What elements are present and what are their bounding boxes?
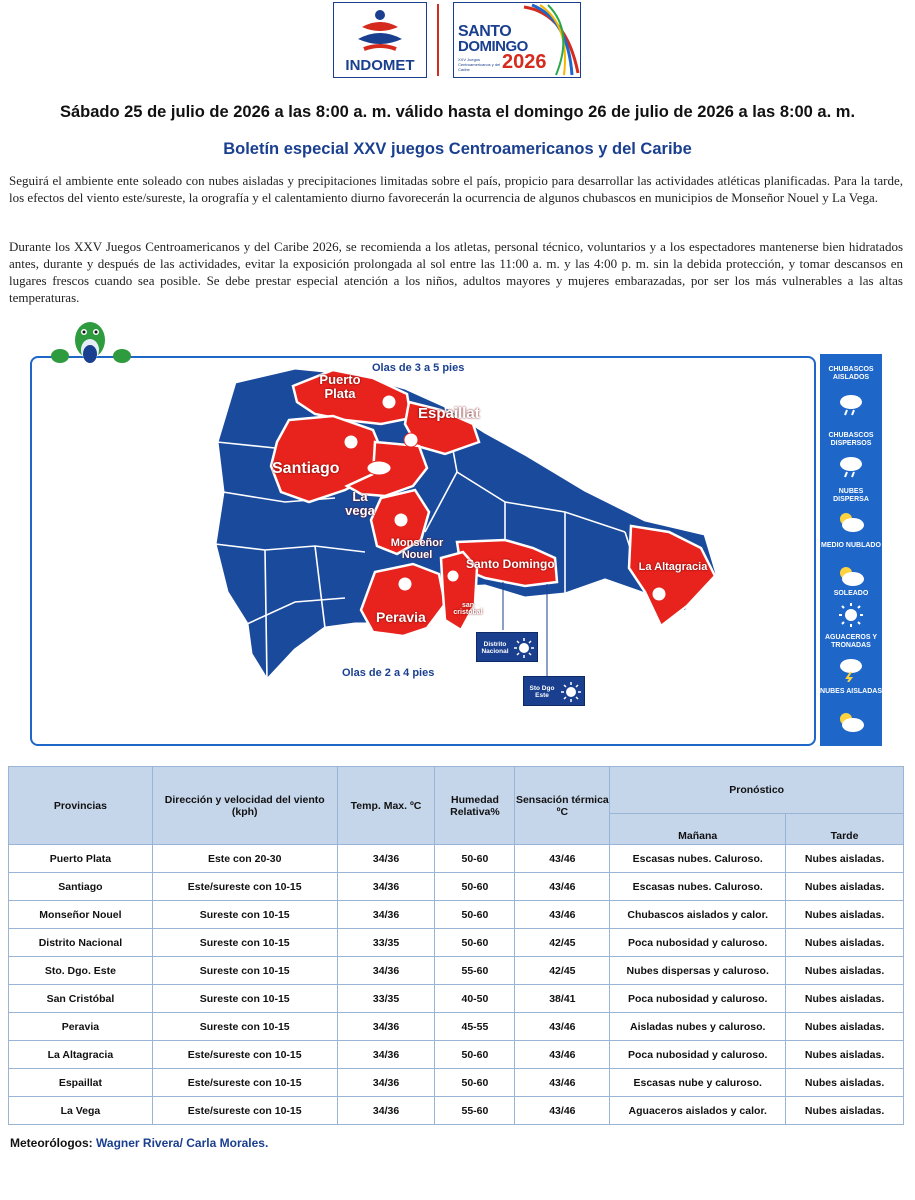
cell-afternoon: Nubes aisladas.	[786, 1097, 904, 1125]
cell-sensation: 43/46	[515, 1097, 610, 1125]
cell-sensation: 42/45	[515, 957, 610, 985]
cell-humidity: 50-60	[435, 929, 515, 957]
sun-icon	[447, 570, 459, 582]
cell-temp: 34/36	[337, 873, 435, 901]
cell-afternoon: Nubes aisladas.	[786, 929, 904, 957]
sun-icon	[560, 681, 582, 703]
cell-sensation: 43/46	[515, 1069, 610, 1097]
cell-sensation: 43/46	[515, 845, 610, 873]
cell-afternoon: Nubes aisladas.	[786, 985, 904, 1013]
cell-wind: Sureste con 10-15	[152, 985, 337, 1013]
cell-morning: Escasas nubes. Caluroso.	[610, 845, 786, 873]
cell-morning: Escasas nube y caluroso.	[610, 1069, 786, 1097]
cell-humidity: 55-60	[435, 1097, 515, 1125]
cloud-sun-icon	[837, 710, 865, 734]
forecast-table	[8, 766, 904, 1125]
cell-morning: Aisladas nubes y caluroso.	[610, 1013, 786, 1041]
cell-temp: 34/36	[337, 845, 435, 873]
domingo-text: DOMINGO	[458, 38, 528, 55]
cell-sensation: 43/46	[515, 1041, 610, 1069]
indomet-brand-text: INDOMET	[345, 57, 415, 74]
logo-bar	[333, 2, 583, 78]
cell-province: La Vega	[9, 1097, 153, 1125]
label-san-cristobal: san cristóbal	[453, 602, 483, 617]
cell-temp: 33/35	[337, 929, 435, 957]
label-santiago: Santiago	[272, 460, 340, 477]
inset-distrito-label: Distrito Nacional	[481, 641, 509, 655]
cell-afternoon: Nubes aisladas.	[786, 1069, 904, 1097]
legend-label-aguaceros-tronadas: AGUACEROS Y TRONADAS	[825, 634, 877, 649]
validity-headline: Sábado 25 de julio de 2026 a las 8:00 a. m. válido hasta el domingo 26 de julio de 2026 a las 8:00 a. m.	[59, 103, 856, 121]
cell-humidity: 55-60	[435, 957, 515, 985]
cell-province: Santiago	[9, 873, 153, 901]
cell-temp: 34/36	[337, 1097, 435, 1125]
cell-province: San Cristóbal	[9, 985, 153, 1013]
cell-province: Sto. Dgo. Este	[9, 957, 153, 985]
waves-south-label: Olas de 2 a 4 pies	[342, 667, 435, 679]
sun-icon	[513, 637, 535, 659]
cell-humidity: 50-60	[435, 845, 515, 873]
label-santo-domingo: Santo Domingo	[466, 557, 555, 571]
recommendation-paragraph: Durante los XXV Juegos Centroamericanos y del Caribe 2026, se recomienda a los atletas, personal técnico, voluntarios y a los espectadores mantenerse bien hidratados antes, durante y después de las actividades, evitar la exposición prolongada al sol entre las 11:00 a. m. y las 4:00 p. m. sin la debida protección, y tomar descansos en lugares frescos cuando sea posible. Se debe prestar especial atención a los niños, adultos mayores y mujeres embarazadas, por ser los más vulnerables a las altas temperaturas.	[9, 239, 903, 305]
cloud-sun-icon	[837, 510, 865, 534]
cell-wind: Este/sureste con 10-15	[152, 1041, 337, 1069]
meteorologists-credit	[10, 1136, 268, 1150]
waves-north-label: Olas de 3 a 5 pies	[372, 362, 465, 374]
inset-sto-dgo-este	[523, 676, 585, 706]
cell-temp: 34/36	[337, 1069, 435, 1097]
cell-afternoon: Nubes aisladas.	[786, 873, 904, 901]
header-tarde: Tarde	[786, 814, 904, 845]
cloud-rain-icon	[394, 513, 408, 527]
cell-wind: Sureste con 10-15	[152, 1013, 337, 1041]
label-la-altagracia: La Altagracia	[638, 561, 708, 573]
cloud-rain-icon	[367, 461, 391, 475]
logo-divider	[437, 4, 439, 76]
cell-morning: Aguaceros aislados y calor.	[610, 1097, 786, 1125]
sun-icon	[404, 433, 418, 447]
province-peravia	[361, 564, 445, 636]
cell-wind: Este/sureste con 10-15	[152, 1097, 337, 1125]
legend-label-nubes-dispersa: NUBES DISPERSA	[833, 488, 869, 503]
cloud-rain-icon	[837, 392, 865, 416]
santo-text: SANTO	[458, 23, 512, 40]
cell-temp: 34/36	[337, 1041, 435, 1069]
cell-province: Monseñor Nouel	[9, 901, 153, 929]
cell-wind: Este con 20-30	[152, 845, 337, 873]
cell-afternoon: Nubes aisladas.	[786, 901, 904, 929]
header-provincias: Provincias	[9, 767, 153, 845]
label-monsenor-nouel: Monseñor Nouel	[390, 537, 444, 561]
cell-province: Distrito Nacional	[9, 929, 153, 957]
cell-sensation: 38/41	[515, 985, 610, 1013]
table-row	[9, 1097, 904, 1125]
forecast-paragraph: Seguirá el ambiente ente soleado con nubes aisladas y precipitaciones limitadas sobre el país, propicio para desarrollar las actividades atléticas planificadas. Para la tarde, los efectos del viento este/sureste, la orografía y el calentamiento diurno favorecerán la ocurrencia de algunos chubascos en municipios de Monseñor Nouel y La Vega.	[9, 173, 903, 205]
legend-label-chubascos-dispersos: CHUBASCOS DISPERSOS	[828, 432, 874, 447]
cloud-rain-icon	[837, 454, 865, 478]
header-viento: Dirección y velocidad del viento (kph)	[152, 767, 337, 845]
header-humedad: Humedad Relativa%	[435, 767, 515, 845]
mascot-icon	[50, 318, 132, 368]
indomet-emblem-icon	[334, 5, 426, 57]
header-sensacion: Sensación térmica ºC	[515, 767, 610, 845]
credit-names: Wagner Rivera/ Carla Morales.	[96, 1136, 269, 1150]
santo-domingo-2026-logo	[453, 2, 581, 78]
cell-sensation: 43/46	[515, 901, 610, 929]
cell-humidity: 50-60	[435, 1041, 515, 1069]
cell-sensation: 42/45	[515, 929, 610, 957]
indomet-logo	[333, 2, 427, 78]
cell-humidity: 50-60	[435, 901, 515, 929]
label-peravia: Peravia	[376, 609, 426, 625]
table-row	[9, 1041, 904, 1069]
label-puerto-plata: Puerto Plata	[319, 372, 361, 401]
cell-humidity: 50-60	[435, 1069, 515, 1097]
legend-label-soleado: SOLEADO	[833, 590, 869, 597]
cell-morning: Nubes dispersas y caluroso.	[610, 957, 786, 985]
table-row	[9, 985, 904, 1013]
header-temp: Temp. Max. ºC	[337, 767, 435, 845]
cell-morning: Escasas nubes. Caluroso.	[610, 873, 786, 901]
cell-afternoon: Nubes aisladas.	[786, 845, 904, 873]
sun-icon	[837, 602, 865, 628]
header-pronostico: Pronóstico	[610, 767, 904, 814]
cell-humidity: 45-55	[435, 1013, 515, 1041]
table-row	[9, 1069, 904, 1097]
cell-morning: Chubascos aislados y calor.	[610, 901, 786, 929]
cell-morning: Poca nubosidad y caluroso.	[610, 1041, 786, 1069]
cell-afternoon: Nubes aisladas.	[786, 1041, 904, 1069]
cell-temp: 33/35	[337, 985, 435, 1013]
cell-afternoon: Nubes aisladas.	[786, 1013, 904, 1041]
bulletin-title: Boletín especial XXV juegos Centroamericanos y del Caribe	[223, 140, 692, 158]
header-manana: Mañana	[610, 814, 786, 845]
weather-legend	[820, 354, 882, 746]
cell-wind: Sureste con 10-15	[152, 901, 337, 929]
cell-humidity: 40-50	[435, 985, 515, 1013]
table-row	[9, 901, 904, 929]
games-small-text: XXV Juegos Centroamericanos y del Caribe	[458, 57, 501, 72]
cell-province: Espaillat	[9, 1069, 153, 1097]
legend-label-chubascos-aislados: CHUBASCOS AISLADOS	[828, 366, 874, 381]
cell-morning: Poca nubosidad y caluroso.	[610, 985, 786, 1013]
label-la-vega: La vega	[345, 489, 375, 518]
inset-sto-dgo-este-label: Sto Dgo Este	[529, 685, 555, 699]
table-row	[9, 957, 904, 985]
cell-province: Puerto Plata	[9, 845, 153, 873]
credit-label: Meteorólogos:	[10, 1136, 93, 1150]
label-espaillat: Espaillat	[418, 405, 480, 422]
cell-temp: 34/36	[337, 901, 435, 929]
cell-wind: Sureste con 10-15	[152, 929, 337, 957]
cloud-sun-icon	[837, 564, 865, 588]
inset-distrito-nacional	[476, 632, 538, 662]
cloud-lightning-icon	[837, 656, 865, 682]
cell-sensation: 43/46	[515, 873, 610, 901]
cell-province: La Altagracia	[9, 1041, 153, 1069]
cell-morning: Poca nubosidad y caluroso.	[610, 929, 786, 957]
cell-afternoon: Nubes aisladas.	[786, 957, 904, 985]
table-row	[9, 929, 904, 957]
cell-humidity: 50-60	[435, 873, 515, 901]
legend-label-nubes-aisladas: NUBES AISLADAS	[820, 688, 882, 695]
cell-sensation: 43/46	[515, 1013, 610, 1041]
cell-province: Peravia	[9, 1013, 153, 1041]
table-row	[9, 845, 904, 873]
sun-icon	[652, 587, 666, 601]
cell-wind: Este/sureste con 10-15	[152, 1069, 337, 1097]
cell-temp: 34/36	[337, 957, 435, 985]
table-row	[9, 873, 904, 901]
cell-wind: Este/sureste con 10-15	[152, 873, 337, 901]
table-row	[9, 1013, 904, 1041]
cell-temp: 34/36	[337, 1013, 435, 1041]
sun-icon	[344, 435, 358, 449]
cell-wind: Sureste con 10-15	[152, 957, 337, 985]
sun-icon	[382, 395, 396, 409]
legend-label-medio-nublado: MEDIO NUBLADO	[821, 542, 881, 549]
year-text: 2026	[502, 51, 547, 73]
sun-icon	[398, 577, 412, 591]
